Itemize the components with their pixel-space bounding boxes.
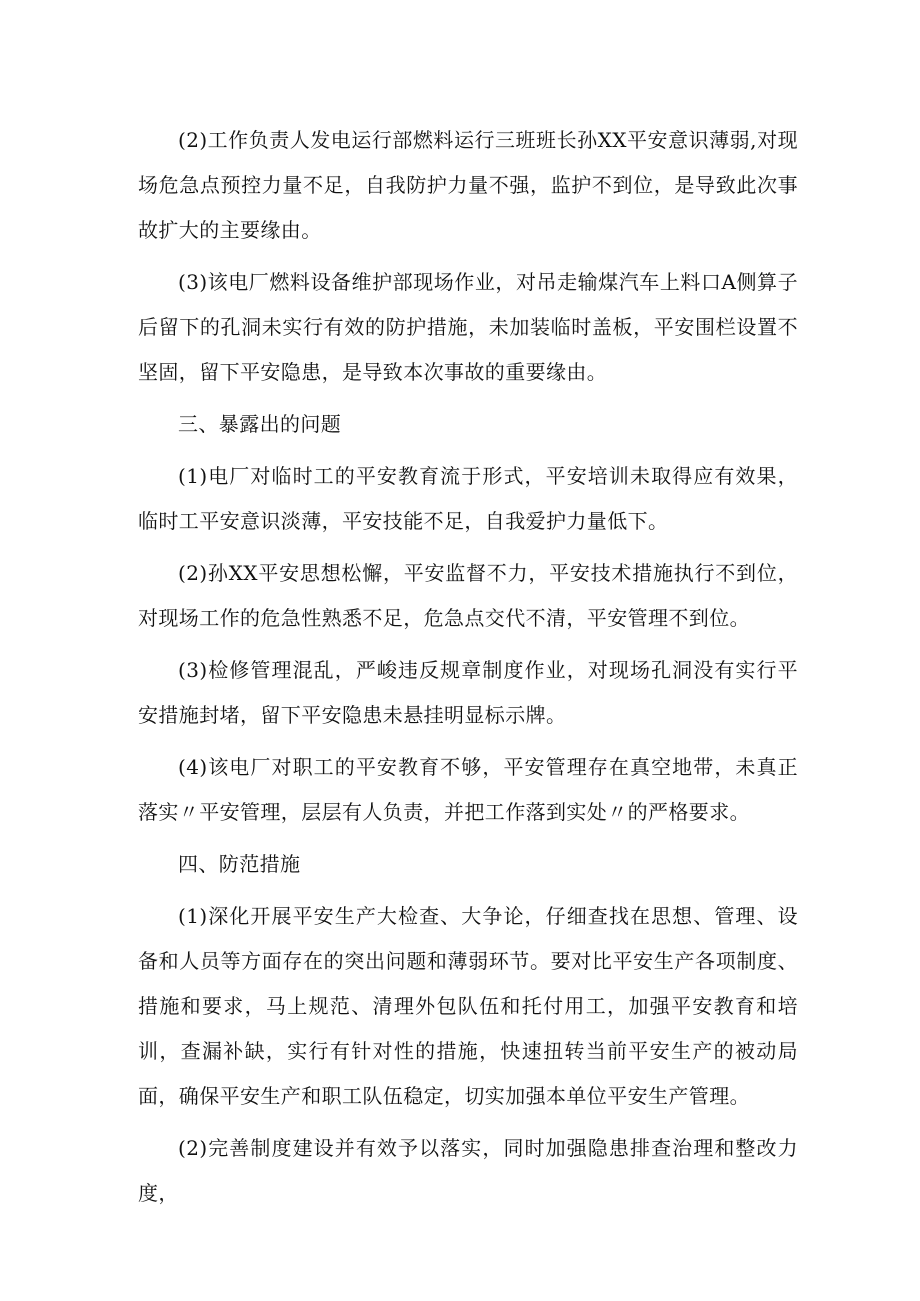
document-body [138,118,798,1223]
section-heading-measures: 四、防范措施 [178,852,301,876]
paragraph-cause-2: (2)工作负责人发电运行部燃料运行三班班长孙XX平安意识薄弱,对现场危急点预控力量不足，自我防护力量不强，监护不到位，是导致此次事故扩大的主要缘由。 [138,128,798,242]
paragraph-cause-3: (3)该电厂燃料设备维护部现场作业，对吊走输煤汽车上料口A侧算子后留下的孔洞未实行有效的防护措施，未加装临时盖板，平安围栏设置不坚固，留下平安隐患，是导致本次事故的重要缘由。 [138,270,798,384]
paragraph-measure-1: (1)深化开展平安生产大检查、大争论，仔细查找在思想、管理、设备和人员等方面存在的突出问题和薄弱环节。要对比平安生产各项制度、措施和要求，马上规范、清理外包队伍和托付用工，加强平安教育和培训，查漏补缺，实行有针对性的措施，快速扭转当前平安生产的被动局面，确保平安生产和职工队伍稳定，切实加强本单位平安生产管理。 [138,904,798,1108]
paragraph-problem-4: (4)该电厂对职工的平安教育不够，平安管理存在真空地带，未真正落实〃平安管理，层层有人负责，并把工作落到实处〃的严格要求。 [138,755,798,824]
paragraph-problem-1: (1)电厂对临时工的平安教育流于形式，平安培训未取得应有效果，临时工平安意识淡薄，平安技能不足，自我爱护力量低下。 [138,464,798,533]
paragraph-problem-3: (3)检修管理混乱，严峻违反规章制度作业，对现场孔洞没有实行平安措施封堵，留下平安隐患未悬挂明显标示牌。 [138,658,798,727]
section-heading-problems: 三、暴露出的问题 [178,412,342,436]
paragraph-measure-2: (2)完善制度建设并有效予以落实，同时加强隐患排查治理和整改力度， [138,1136,798,1205]
paragraph-problem-2: (2)孙XX平安思想松懈，平安监督不力，平安技术措施执行不到位，对现场工作的危急性熟悉不足，危急点交代不清，平安管理不到位。 [138,561,798,630]
